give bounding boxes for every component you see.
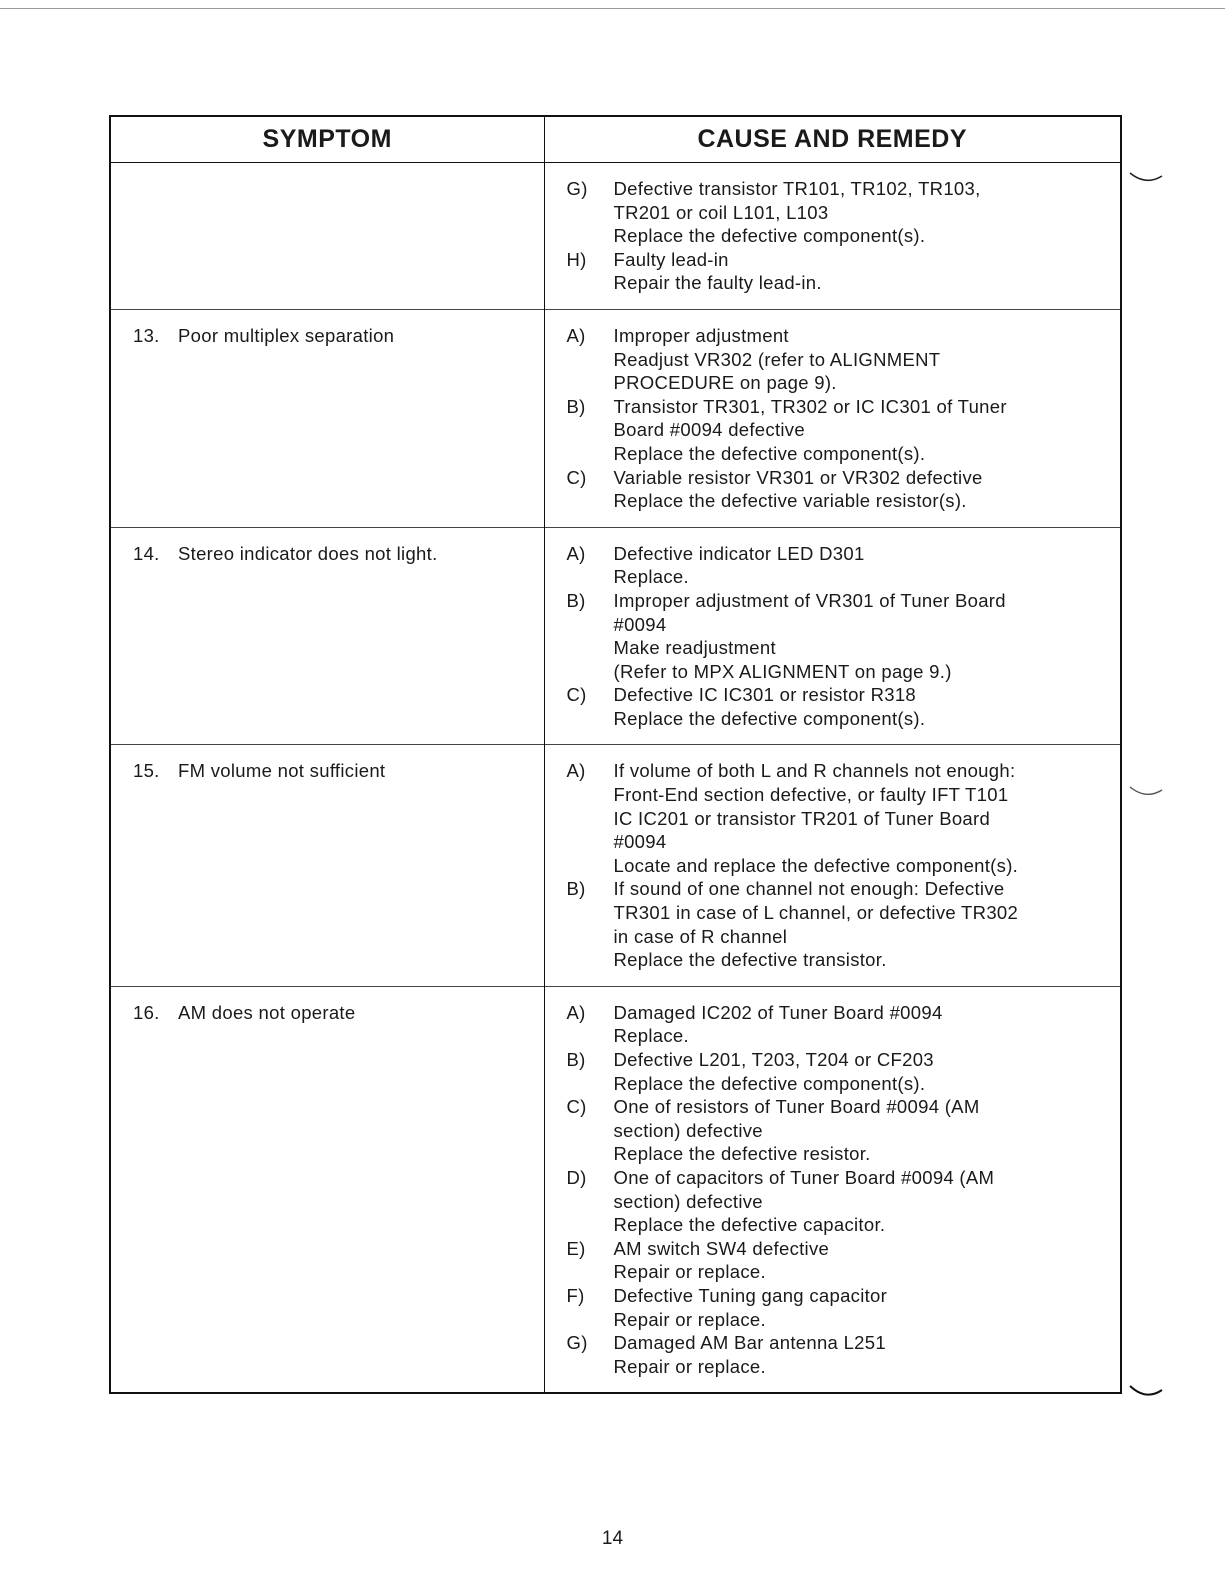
cause-line: AM switch SW4 defective xyxy=(613,1237,830,1259)
symptom-cell xyxy=(110,745,544,986)
cause-line: Repair or replace. xyxy=(613,1355,766,1377)
cause-item xyxy=(567,683,1109,730)
cause-body xyxy=(614,324,1109,395)
cause-letter: G) xyxy=(566,1332,588,1354)
cause-item xyxy=(567,1331,1109,1378)
symptom-number: 14. xyxy=(133,542,160,564)
symptom-cell xyxy=(110,163,544,310)
cause-letter: C) xyxy=(566,684,587,706)
cause-letter: A) xyxy=(566,1001,586,1023)
cause-item xyxy=(567,177,1109,248)
cause-letter: C) xyxy=(566,1096,587,1118)
cause-line: Defective transistor TR101, TR102, TR103, xyxy=(613,178,981,199)
cause-line: Replace the defective capacitor. xyxy=(613,1214,886,1236)
cause-item xyxy=(567,324,1109,395)
cause-line: Defective Tuning gang capacitor xyxy=(613,1284,888,1306)
cause-line: If sound of one channel not enough: Defective xyxy=(613,878,1005,900)
troubleshooting-table xyxy=(109,115,1122,1394)
cause-letter: A) xyxy=(566,760,586,782)
cause-body xyxy=(614,1237,1109,1284)
cause-line: TR301 in case of L channel, or defective TR302 xyxy=(613,902,1019,924)
page-number: 14 xyxy=(601,1528,624,1549)
cause-letter: E) xyxy=(566,1237,586,1259)
cause-list xyxy=(545,745,1121,985)
cause-letter: D) xyxy=(566,1166,587,1188)
table-row xyxy=(110,309,1121,527)
cause-line: in case of R channel xyxy=(613,925,788,947)
cause-remedy-cell xyxy=(544,309,1121,527)
cause-line: Transistor TR301, TR302 or IC IC301 of Tuner xyxy=(613,395,1007,417)
cause-list xyxy=(545,528,1121,745)
cause-line: section) defective xyxy=(613,1119,763,1141)
cause-line: Defective IC IC301 or resistor R318 xyxy=(613,684,917,706)
cause-line: #0094 xyxy=(613,613,667,635)
margin-punch-mark xyxy=(1128,1383,1164,1405)
cause-line: If volume of both L and R channels not enough: xyxy=(613,760,1016,782)
cause-line: section) defective xyxy=(613,1190,763,1212)
cause-line: Make readjustment xyxy=(613,637,776,659)
cause-item xyxy=(567,1095,1109,1166)
symptom-text: Stereo indicator does not light. xyxy=(178,542,438,564)
symptom-cell xyxy=(110,527,544,745)
symptom-number: 15. xyxy=(133,760,160,782)
cause-remedy-cell xyxy=(544,745,1121,986)
cause-line: PROCEDURE on page 9). xyxy=(613,372,837,394)
cause-body xyxy=(614,683,1109,730)
symptom-text: Poor multiplex separation xyxy=(178,324,395,346)
cause-remedy-cell xyxy=(544,527,1121,745)
cause-body xyxy=(614,1001,1109,1048)
table-row xyxy=(110,745,1121,986)
cause-body xyxy=(614,248,1109,295)
cause-line: Defective indicator LED D301 xyxy=(613,542,865,564)
cause-item xyxy=(567,1237,1109,1284)
cause-body xyxy=(614,1048,1109,1095)
cause-letter: G) xyxy=(566,178,588,199)
cause-body xyxy=(614,395,1109,466)
cause-letter: B) xyxy=(566,395,586,417)
symptom-entry xyxy=(111,528,544,566)
cause-item xyxy=(567,248,1109,295)
cause-item xyxy=(567,1048,1109,1095)
cause-line: Replace the defective variable resistor(s). xyxy=(613,490,967,512)
cause-remedy-column-header: CAUSE AND REMEDY xyxy=(544,116,1121,163)
cause-line: TR201 or coil L101, L103 xyxy=(613,201,829,223)
top-edge-rule xyxy=(0,8,1225,9)
cause-body xyxy=(614,177,1109,248)
cause-item xyxy=(567,1166,1109,1237)
cause-line: Replace the defective component(s). xyxy=(613,1072,926,1094)
cause-line: Replace the defective component(s). xyxy=(613,707,926,729)
cause-remedy-cell xyxy=(544,986,1121,1393)
cause-body xyxy=(614,1095,1109,1166)
cause-body xyxy=(614,589,1109,683)
cause-line: Improper adjustment of VR301 of Tuner Board xyxy=(613,589,1006,611)
margin-punch-mark xyxy=(1128,784,1164,802)
cause-list xyxy=(545,987,1121,1393)
cause-item xyxy=(567,466,1109,513)
cause-line: Repair or replace. xyxy=(613,1261,766,1283)
symptom-number: 13. xyxy=(133,324,160,346)
symptom-text: AM does not operate xyxy=(178,1001,356,1023)
cause-body xyxy=(614,1284,1109,1331)
cause-item xyxy=(567,589,1109,683)
cause-line: Board #0094 defective xyxy=(613,419,805,441)
cause-remedy-cell xyxy=(544,163,1121,310)
cause-list xyxy=(545,310,1121,527)
table-row xyxy=(110,986,1121,1393)
cause-body xyxy=(614,466,1109,513)
cause-letter: B) xyxy=(566,589,586,611)
cause-line: Faulty lead-in xyxy=(613,248,729,270)
cause-line: Locate and replace the defective component(s). xyxy=(613,854,1019,876)
symptom-entry xyxy=(111,163,544,177)
symptom-entry xyxy=(111,987,544,1025)
cause-letter: C) xyxy=(566,466,587,488)
table-row xyxy=(110,527,1121,745)
cause-letter: A) xyxy=(566,542,586,564)
cause-item xyxy=(567,1001,1109,1048)
cause-line: (Refer to MPX ALIGNMENT on page 9.) xyxy=(613,660,952,682)
cause-body xyxy=(614,759,1109,877)
cause-line: Front-End section defective, or faulty IFT T101 xyxy=(613,784,1009,806)
cause-letter: H) xyxy=(566,248,587,270)
cause-item xyxy=(567,877,1109,971)
cause-line: One of capacitors of Tuner Board #0094 (AM xyxy=(613,1166,995,1188)
cause-line: One of resistors of Tuner Board #0094 (AM xyxy=(613,1096,980,1118)
cause-body xyxy=(614,1166,1109,1237)
cause-line: Repair the faulty lead-in. xyxy=(613,272,822,294)
cause-line: Readjust VR302 (refer to ALIGNMENT xyxy=(613,348,941,370)
cause-line: Improper adjustment xyxy=(613,324,789,346)
cause-line: Replace the defective component(s). xyxy=(613,442,926,464)
cause-line: Replace the defective resistor. xyxy=(613,1143,871,1165)
cause-line: #0094 xyxy=(613,831,667,853)
symptom-entry xyxy=(111,745,544,783)
cause-item xyxy=(567,395,1109,466)
cause-body xyxy=(614,542,1109,589)
cause-letter: B) xyxy=(566,1049,586,1070)
cause-body xyxy=(614,1331,1109,1378)
cause-item xyxy=(567,759,1109,877)
cause-line: IC IC201 or transistor TR201 of Tuner Board xyxy=(613,807,991,829)
cause-line: Replace. xyxy=(613,1025,689,1047)
cause-list xyxy=(545,163,1121,309)
cause-line: Replace. xyxy=(613,566,689,588)
cause-line: Damaged IC202 of Tuner Board #0094 xyxy=(613,1001,943,1023)
symptom-entry xyxy=(111,310,544,348)
cause-letter: F) xyxy=(566,1284,585,1306)
symptom-number: 16. xyxy=(133,1001,160,1023)
margin-punch-mark xyxy=(1128,170,1164,188)
cause-letter: A) xyxy=(566,324,586,346)
cause-letter: B) xyxy=(566,878,586,900)
cause-line: Damaged AM Bar antenna L251 xyxy=(613,1332,886,1354)
cause-body xyxy=(614,877,1109,971)
table-header-row xyxy=(110,116,1121,163)
cause-line: Replace the defective transistor. xyxy=(613,949,887,971)
cause-line: Replace the defective component(s). xyxy=(613,225,926,247)
cause-line: Defective L201, T203, T204 or CF203 xyxy=(613,1049,934,1070)
symptom-cell xyxy=(110,309,544,527)
symptom-text: FM volume not sufficient xyxy=(178,760,386,782)
table-row xyxy=(110,163,1121,310)
symptom-column-header: SYMPTOM xyxy=(110,116,544,163)
cause-item xyxy=(567,1284,1109,1331)
symptom-cell xyxy=(110,986,544,1393)
cause-line: Repair or replace. xyxy=(613,1308,766,1330)
cause-item xyxy=(567,542,1109,589)
cause-line: Variable resistor VR301 or VR302 defective xyxy=(613,466,983,488)
